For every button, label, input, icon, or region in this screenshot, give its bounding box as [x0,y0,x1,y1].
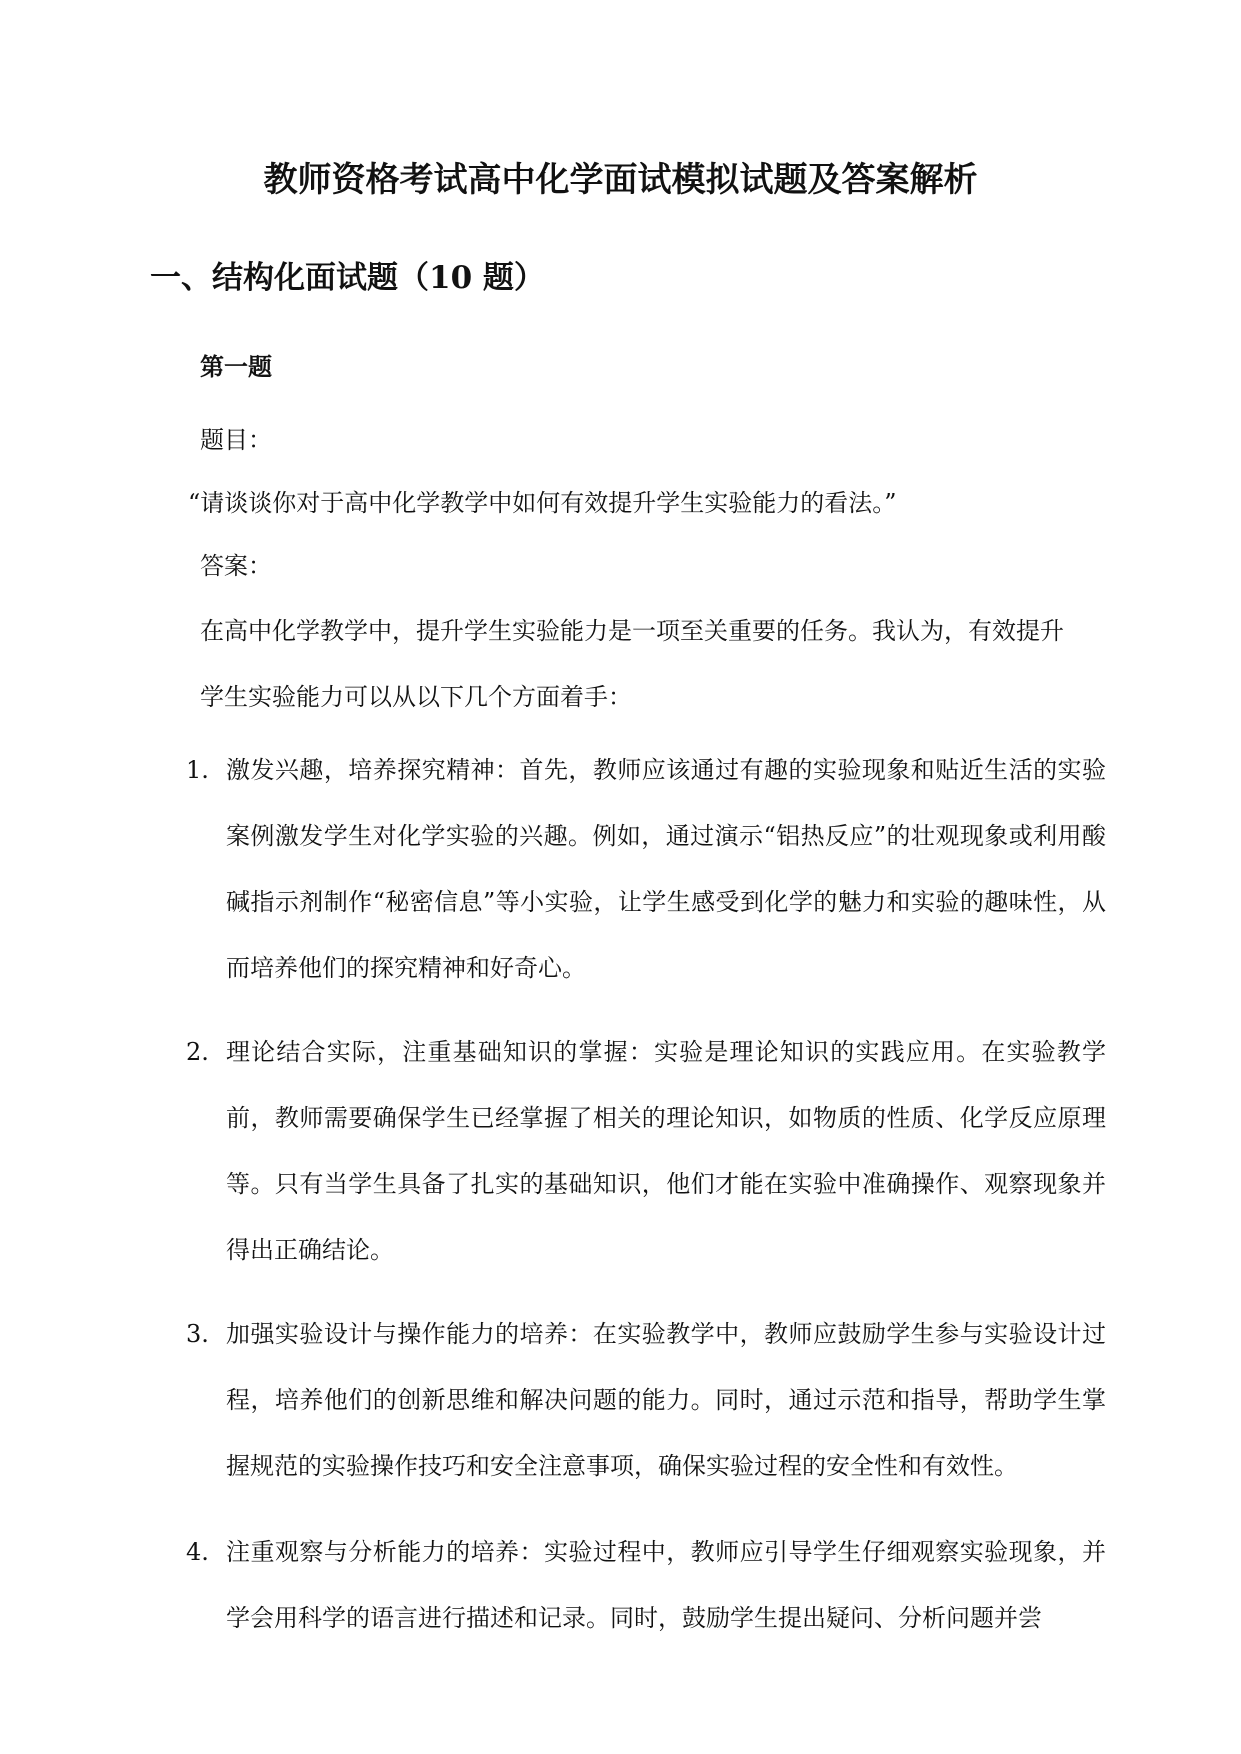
list-item-text: 理论结合实际，注重基础知识的掌握：实验是理论知识的实践应用。在实验教学前，教师需要确保学生已经掌握了相关的理论知识，如物质的性质、化学反应原理等。只有当学生具备了扎实的基础知识，他们才能在实验中准确操作、观察现象并得出正确结论。 [226,1038,1106,1264]
section-heading: 一、结构化面试题（10 题） [150,260,545,296]
answer-intro-line: 在高中化学教学中，提升学生实验能力是一项至关重要的任务。我认为，有效提升 [200,617,1064,645]
answer-label: 答案： [200,552,272,580]
answer-intro-line: 学生实验能力可以从以下几个方面着手： [200,683,632,711]
list-item-number: 2. [186,1038,209,1066]
list-item-number: 3. [186,1320,209,1348]
prompt-label: 题目： [200,426,272,454]
question-heading: 第一题 [200,352,272,381]
prompt-text: “请谈谈你对于高中化学教学中如何有效提升学生实验能力的看法。” [188,489,897,517]
list-item-text: 激发兴趣，培养探究精神：首先，教师应该通过有趣的实验现象和贴近生活的实验案例激发学生对化学实验的兴趣。例如，通过演示“铝热反应”的壮观现象或利用酸碱指示剂制作“秘密信息”等小实验，让学生感受到化学的魅力和实验的趣味性，从而培养他们的探究精神和好奇心。 [226,756,1106,982]
list-item-text: 注重观察与分析能力的培养：实验过程中，教师应引导学生仔细观察实验现象，并学会用科学的语言进行描述和记录。同时，鼓励学生提出疑问、分析问题并尝 [226,1538,1106,1632]
list-item-number: 1. [186,756,209,784]
list-item-number: 4. [186,1538,209,1566]
list-item-text: 加强实验设计与操作能力的培养：在实验教学中，教师应鼓励学生参与实验设计过程，培养他们的创新思维和解决问题的能力。同时，通过示范和指导，帮助学生掌握规范的实验操作技巧和安全注意事项，确保实验过程的安全性和有效性。 [226,1320,1106,1480]
document-title: 教师资格考试高中化学面试模拟试题及答案解析 [263,160,978,200]
